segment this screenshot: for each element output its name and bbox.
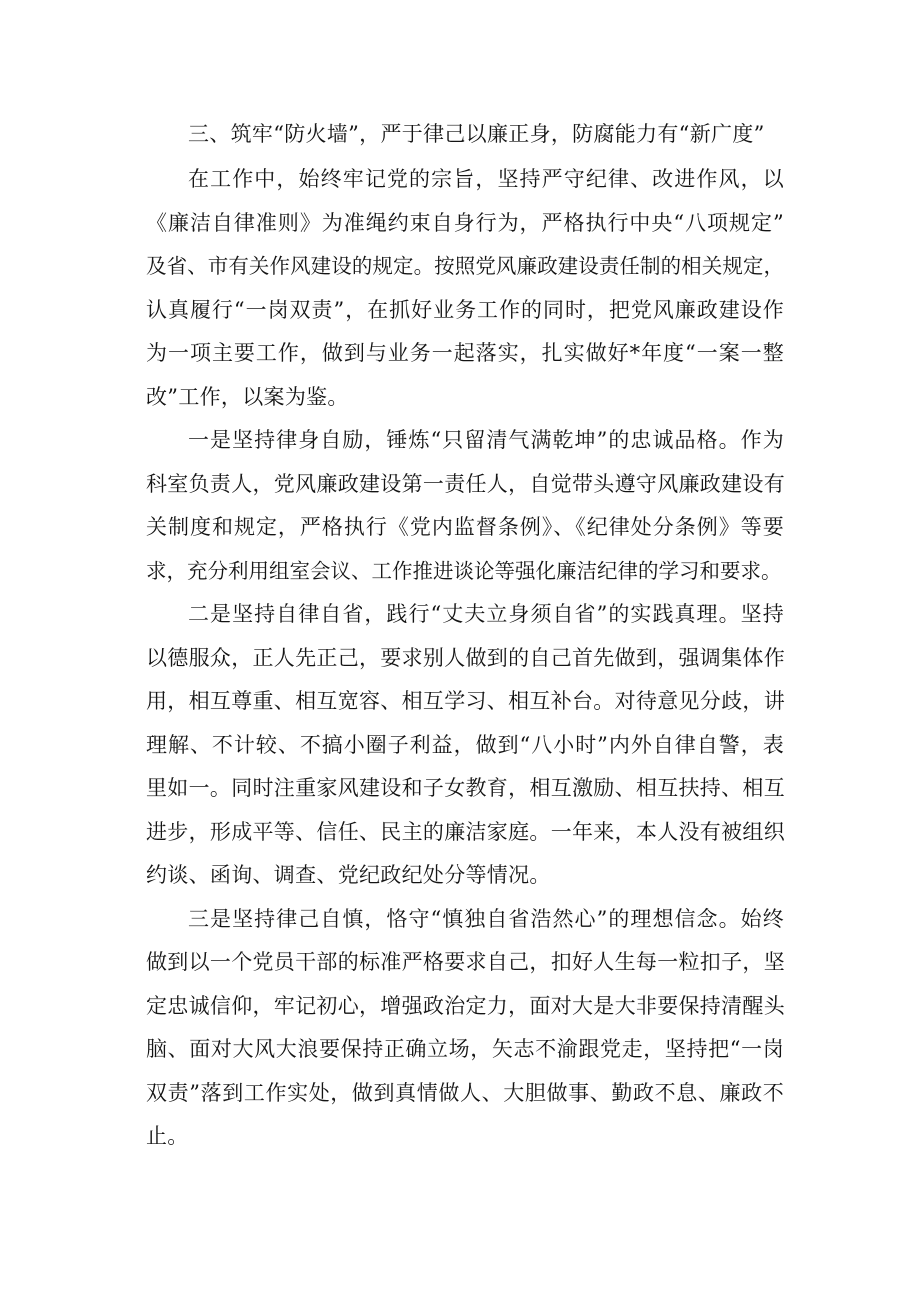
paragraph-4-line-2: 做到以一个党员干部的标准严格要求自己，扣好人生每一粒扣子，坚 xyxy=(146,950,785,974)
paragraph-1-line-5: 为一项主要工作，做到与业务一起落实，扎实做好*年度“一案一整 xyxy=(146,341,784,365)
paragraph-2-line-4: 求，充分利用组室会议、工作推进谈论等强化廉洁纪律的学习和要求。 xyxy=(146,559,782,583)
paragraph-3-line-6: 进步，形成平等、信任、民主的廉洁家庭。一年来，本人没有被组织 xyxy=(146,820,785,844)
paragraph-2-line-2: 科室负责人，党风廉政建设第一责任人，自觉带头遵守风廉政建设有 xyxy=(146,472,785,496)
paragraph-4-line-3: 定忠诚信仰，牢记初心，增强政治定力，面对大是大非要保持清醒头 xyxy=(146,994,785,1018)
paragraph-1-line-2: 《廉洁自律准则》为准绳约束自身行为，严格执行中央“八项规定” xyxy=(146,211,784,235)
paragraph-4-line-6: 止。 xyxy=(146,1124,189,1148)
paragraph-2-line-3: 关制度和规定，严格执行《党内监督条例》、《纪律处分条例》等要 xyxy=(146,515,784,539)
paragraph-1-line-1: 在工作中，始终牢记党的宗旨，坚持严守纪律、改进作风，以 xyxy=(188,167,784,191)
paragraph-3-line-1: 二是坚持自律自省，践行“丈夫立身须自省”的实践真理。坚持 xyxy=(188,602,784,626)
paragraph-1-line-3: 及省、市有关作风建设的规定。按照党风廉政建设责任制的相关规定， xyxy=(146,254,784,278)
paragraph-3-line-2: 以德服众，正人先正己，要求别人做到的自己首先做到，强调集体作 xyxy=(146,646,785,670)
paragraph-1-line-6: 改”工作，以案为鉴。 xyxy=(146,385,349,409)
paragraph-4-line-5: 双责”落到工作实处，做到真情做人、大胆做事、勤政不息、廉政不 xyxy=(146,1081,784,1105)
paragraph-1-line-4: 认真履行“一岗双责”，在抓好业务工作的同时，把党风廉政建设作 xyxy=(146,298,784,322)
paragraph-3-line-3: 用，相互尊重、相互宽容、相互学习、相互补台。对待意见分歧，讲 xyxy=(146,689,785,713)
section-heading: 三、筑牢“防火墙”，严于律己以廉正身，防腐能力有“新广度” xyxy=(188,122,765,146)
paragraph-3-line-4: 理解、不计较、不搞小圈子利益，做到“八小时”内外自律自警，表 xyxy=(146,733,784,757)
paragraph-4-line-4: 脑、面对大风大浪要保持正确立场，矢志不渝跟党走，坚持把“一岗 xyxy=(146,1037,784,1061)
paragraph-3-line-7: 约谈、函询、调查、党纪政纪处分等情况。 xyxy=(146,863,551,887)
paragraph-2-line-1: 一是坚持律身自励，锤炼“只留清气满乾坤”的忠诚品格。作为 xyxy=(188,428,784,452)
paragraph-4-line-1: 三是坚持律己自慎，恪守“慎独自省浩然心”的理想信念。始终 xyxy=(188,907,784,931)
paragraph-3-line-5: 里如一。同时注重家风建设和子女教育，相互激励、相互扶持、相互 xyxy=(146,776,785,800)
